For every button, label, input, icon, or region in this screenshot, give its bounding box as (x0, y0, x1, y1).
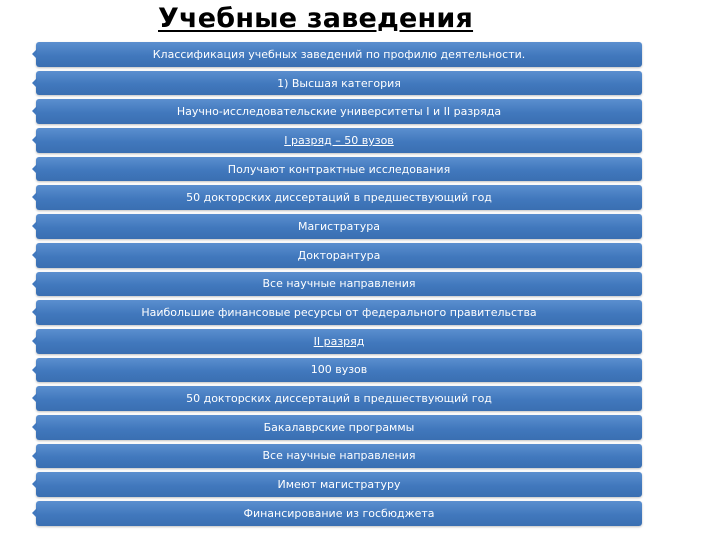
list-item (36, 185, 642, 210)
list-item (36, 272, 642, 297)
list-item (36, 444, 642, 469)
list-item-label: Все научные направления (262, 277, 416, 291)
page-title: Учебные заведения (158, 3, 474, 34)
list-item-label: 100 вузов (310, 363, 368, 377)
list-item (36, 358, 642, 383)
list-item (36, 99, 642, 124)
list-item-label: II разряд (313, 334, 365, 348)
list-item-label: Наибольшие финансовые ресурсы от федерального правительства (141, 306, 537, 320)
list-item (36, 329, 642, 354)
list-item (36, 157, 642, 182)
list-item-label: Докторантура (297, 248, 381, 262)
list-item-label: Классификация учебных заведений по профилю деятельности. (152, 47, 526, 61)
list-item-label: Финансирование из госбюджета (243, 506, 435, 520)
list-item-label: Бакалаврские программы (263, 420, 415, 434)
list-item (36, 501, 642, 526)
list-item-label: Научно-исследовательские университеты I и II разряда (176, 105, 502, 119)
list-item (36, 386, 642, 411)
list-item-label: Имеют магистратуру (277, 478, 401, 492)
list-item-label: Все научные направления (262, 449, 416, 463)
list-item-label: 50 докторских диссертаций в предшествующий год (186, 191, 492, 205)
list-item (36, 300, 642, 325)
list-item-label: Получают контрактные исследования (227, 162, 451, 176)
list-item (36, 243, 642, 268)
list-item (36, 71, 642, 96)
list-item (36, 415, 642, 440)
list-item-label: Магистратура (298, 219, 380, 233)
list-item (36, 472, 642, 497)
list-item (36, 42, 642, 67)
classification-list (36, 42, 642, 526)
list-item-label: 50 докторских диссертаций в предшествующий год (186, 392, 492, 406)
list-item (36, 214, 642, 239)
list-item-label: I разряд – 50 вузов (284, 133, 394, 147)
list-item-label: 1) Высшая категория (277, 76, 401, 90)
list-item (36, 128, 642, 153)
